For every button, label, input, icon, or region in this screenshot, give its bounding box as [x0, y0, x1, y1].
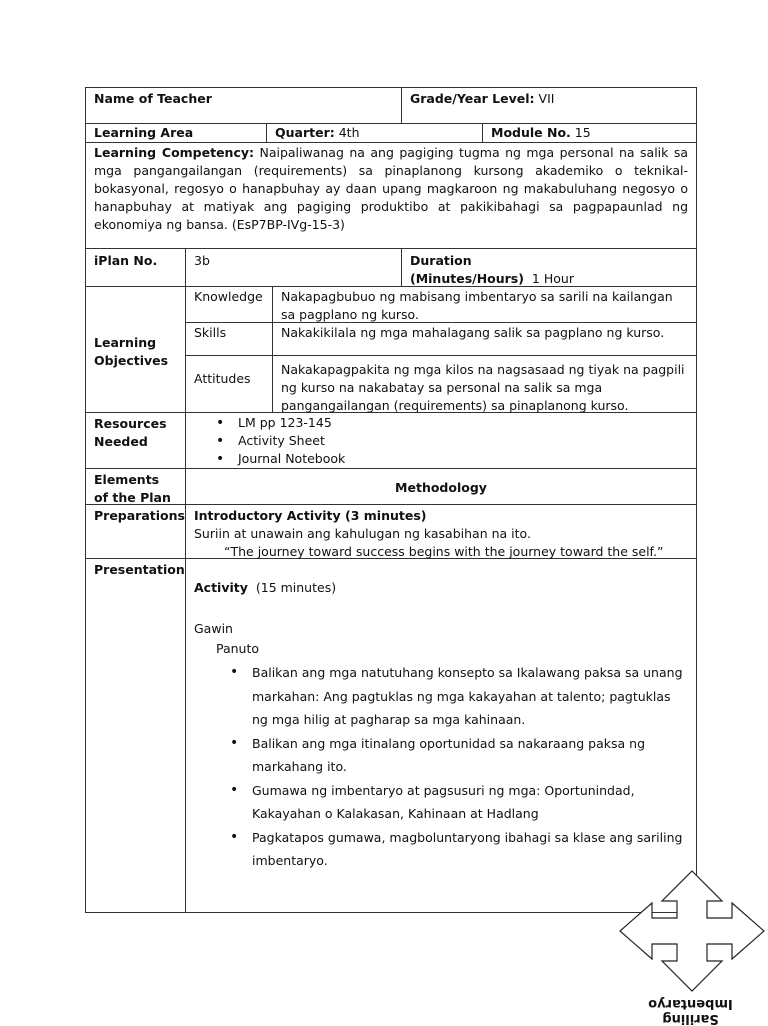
duration-label: Duration	[410, 253, 472, 268]
competency-text: Naipaliwanag na ang pagiging tugma ng mga personal na salik sa mga pangangailangan (requirements) sa pinaplanong kursong akademiko o teknikal-bokasyonal, regosyo o hanapbuhay ay daan upang magkaroon ng makabuluhang negosyo o hanapbuhay at matiyak ang pagiging produktibo at pakikibahagi sa pagpapaunlad ng ekonomiya ng bansa. (EsP7BP-IVg-15-3)	[94, 145, 688, 232]
duration	[402, 250, 696, 290]
iplan-label: iPlan No.	[94, 253, 158, 268]
list-item: • Balikan ang mga natutuhang konsepto sa Ikalawang paksa sa unang markahan: Ang pagtuklas ng mga kakayahan at talento; pagtuklas ng mga hilig at pagharap sa mga kahinaan.	[252, 661, 688, 732]
grade-label: Grade/Year Level:	[410, 91, 535, 106]
intro-activity-instruction: Suriin at unawain ang kahulugan ng kasabihan na ito.	[194, 526, 531, 541]
activity-time: (15 minutes)	[255, 580, 337, 595]
quarter-label: Quarter:	[275, 125, 335, 140]
methodology-heading: Methodology	[395, 480, 487, 495]
objectives-label: Learning Objectives	[94, 335, 169, 368]
module-label: Module No.	[491, 125, 571, 140]
duration-value: 1 Hour	[531, 271, 574, 286]
inventory-stamp: Sariling Imbentaryo	[648, 996, 733, 1026]
resources-label: Resources Needed	[94, 416, 167, 449]
competency-label: Learning Competency:	[94, 145, 255, 160]
activity-label: Activity	[194, 580, 248, 595]
objective-domain: Attitudes	[194, 371, 251, 386]
presentation-label: Presentation	[94, 562, 185, 577]
grade-level	[402, 88, 696, 110]
list-item: • Journal Notebook	[238, 450, 696, 468]
preparations-content	[186, 505, 696, 563]
objective-domain: Knowledge	[194, 289, 263, 304]
activity-steps	[196, 661, 688, 873]
gawin-label: Gawin	[194, 621, 233, 636]
elements-label: Elements of the Plan	[94, 472, 171, 505]
duration-sub: (Minutes/Hours)	[410, 271, 524, 286]
four-way-arrow-icon	[617, 868, 767, 994]
list-item: • Gumawa ng imbentaryo at pagsusuri ng mga: Oportunindad, Kakayahan o Kalakasan, Kahinaan at Hadlang	[252, 779, 688, 826]
grade-value: VII	[538, 91, 555, 106]
intro-quote: “The journey toward success begins with the journey toward the self.”	[224, 544, 664, 559]
panuto-label: Panuto	[216, 641, 260, 656]
objective-domain: Skills	[194, 325, 227, 340]
module-value: 15	[574, 125, 591, 140]
iplan-value: 3b	[194, 253, 210, 268]
intro-activity-title: Introductory Activity (3 minutes)	[194, 508, 427, 523]
learning-area-label: Learning Area	[94, 125, 194, 140]
module-no	[483, 124, 696, 144]
quarter	[267, 124, 482, 144]
teacher-label: Name of Teacher	[94, 91, 212, 106]
list-item: • LM pp 123-145	[238, 414, 696, 432]
quarter-value: 4th	[338, 125, 360, 140]
preparations-label: Preparations	[94, 508, 185, 523]
objective-text: Nakakapagpakita ng mga kilos na nagsasaad ng tiyak na pagpili ng kurso na nakabatay sa personal na salik sa mga pangangailangan (requirements) sa pinaplanong kurso.	[281, 362, 685, 413]
objective-text: Nakapagbubuo ng mabisang imbentaryo sa sarili na kailangan sa pagplano ng kurso.	[281, 289, 673, 322]
list-item: • Activity Sheet	[238, 432, 696, 450]
activity-heading	[194, 579, 694, 597]
objective-text: Nakakikilala ng mga mahalagang salik sa pagplano ng kurso.	[281, 325, 665, 340]
resources-list	[216, 414, 696, 468]
list-item: • Balikan ang mga itinalang oportunidad sa nakaraang paksa ng markahang ito.	[252, 732, 688, 779]
learning-competency	[86, 143, 696, 236]
list-item: • Pagkatapos gumawa, magboluntaryong ibahagi sa klase ang sariling imbentaryo.	[252, 826, 688, 873]
